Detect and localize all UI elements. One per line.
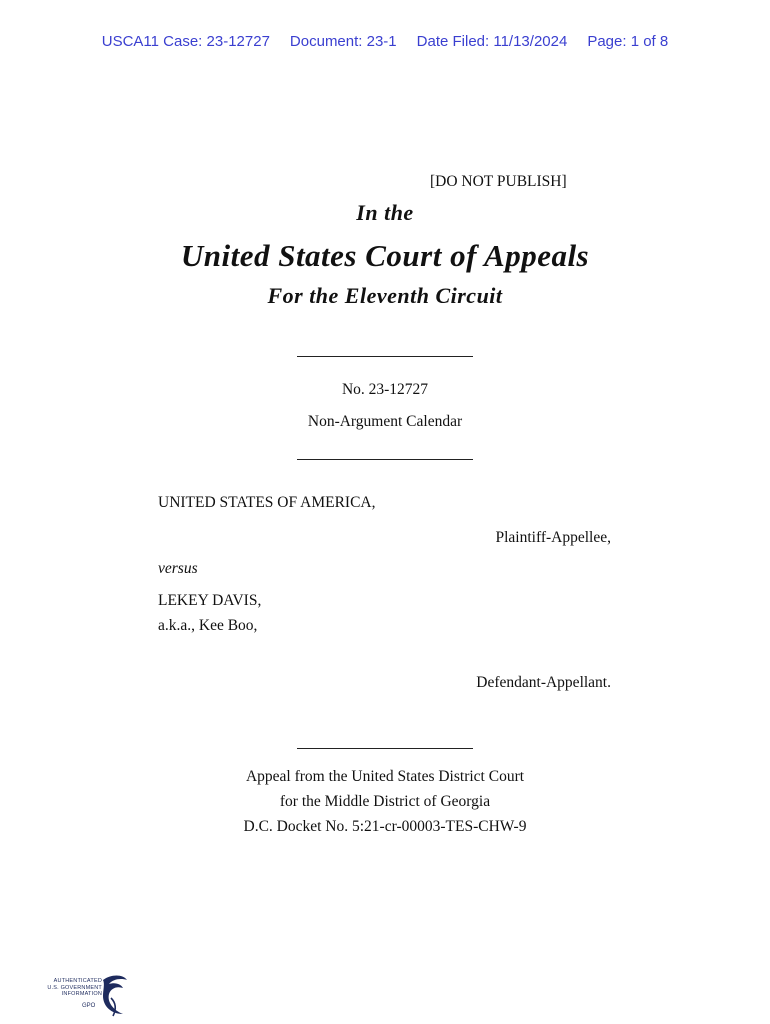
calendar-type: Non-Argument Calendar (307, 413, 463, 430)
case-number: No. 23-12727 (341, 381, 429, 398)
circuit-name: For the Eleventh Circuit (267, 283, 503, 308)
plaintiff-role: Plaintiff-Appellee, (495, 529, 611, 546)
stamp-date-filed: Date Filed: 11/13/2024 (416, 33, 568, 50)
defendant-aka: a.k.a., Kee Boo, (158, 617, 258, 634)
seal-line-2: U.S. GOVERNMENT (47, 984, 102, 991)
appeal-line-2: for the Middle District of Georgia (279, 793, 491, 810)
defendant-role: Defendant-Appellant. (476, 674, 611, 691)
seal-text (44, 978, 102, 998)
divider-rule (297, 356, 473, 357)
eagle-icon (99, 972, 131, 1018)
stamp-document: Document: 23-1 (289, 33, 397, 50)
versus: versus (158, 560, 198, 577)
publish-status: [DO NOT PUBLISH] (430, 173, 567, 190)
appeal-line-1: Appeal from the United States District Court (245, 768, 525, 785)
docket-number: D.C. Docket No. 5:21-cr-00003-TES-CHW-9 (243, 818, 527, 835)
stamp-page: Page: 1 of 8 (587, 33, 669, 50)
court-heading-in-the: In the (356, 200, 414, 225)
seal-gpo-label: GPO (82, 1003, 96, 1009)
stamp-case: USCA11 Case: 23-12727 (101, 33, 270, 50)
gpo-authentication-seal (44, 972, 134, 1018)
plaintiff-name: UNITED STATES OF AMERICA, (158, 494, 376, 511)
filing-stamp (0, 33, 770, 50)
court-name: United States Court of Appeals (180, 238, 590, 273)
seal-line-3: INFORMATION (61, 991, 102, 997)
defendant-name: LEKEY DAVIS, (158, 592, 262, 609)
divider-rule (297, 459, 473, 460)
seal-line-1: AUTHENTICATED (53, 978, 102, 984)
divider-rule (297, 748, 473, 749)
